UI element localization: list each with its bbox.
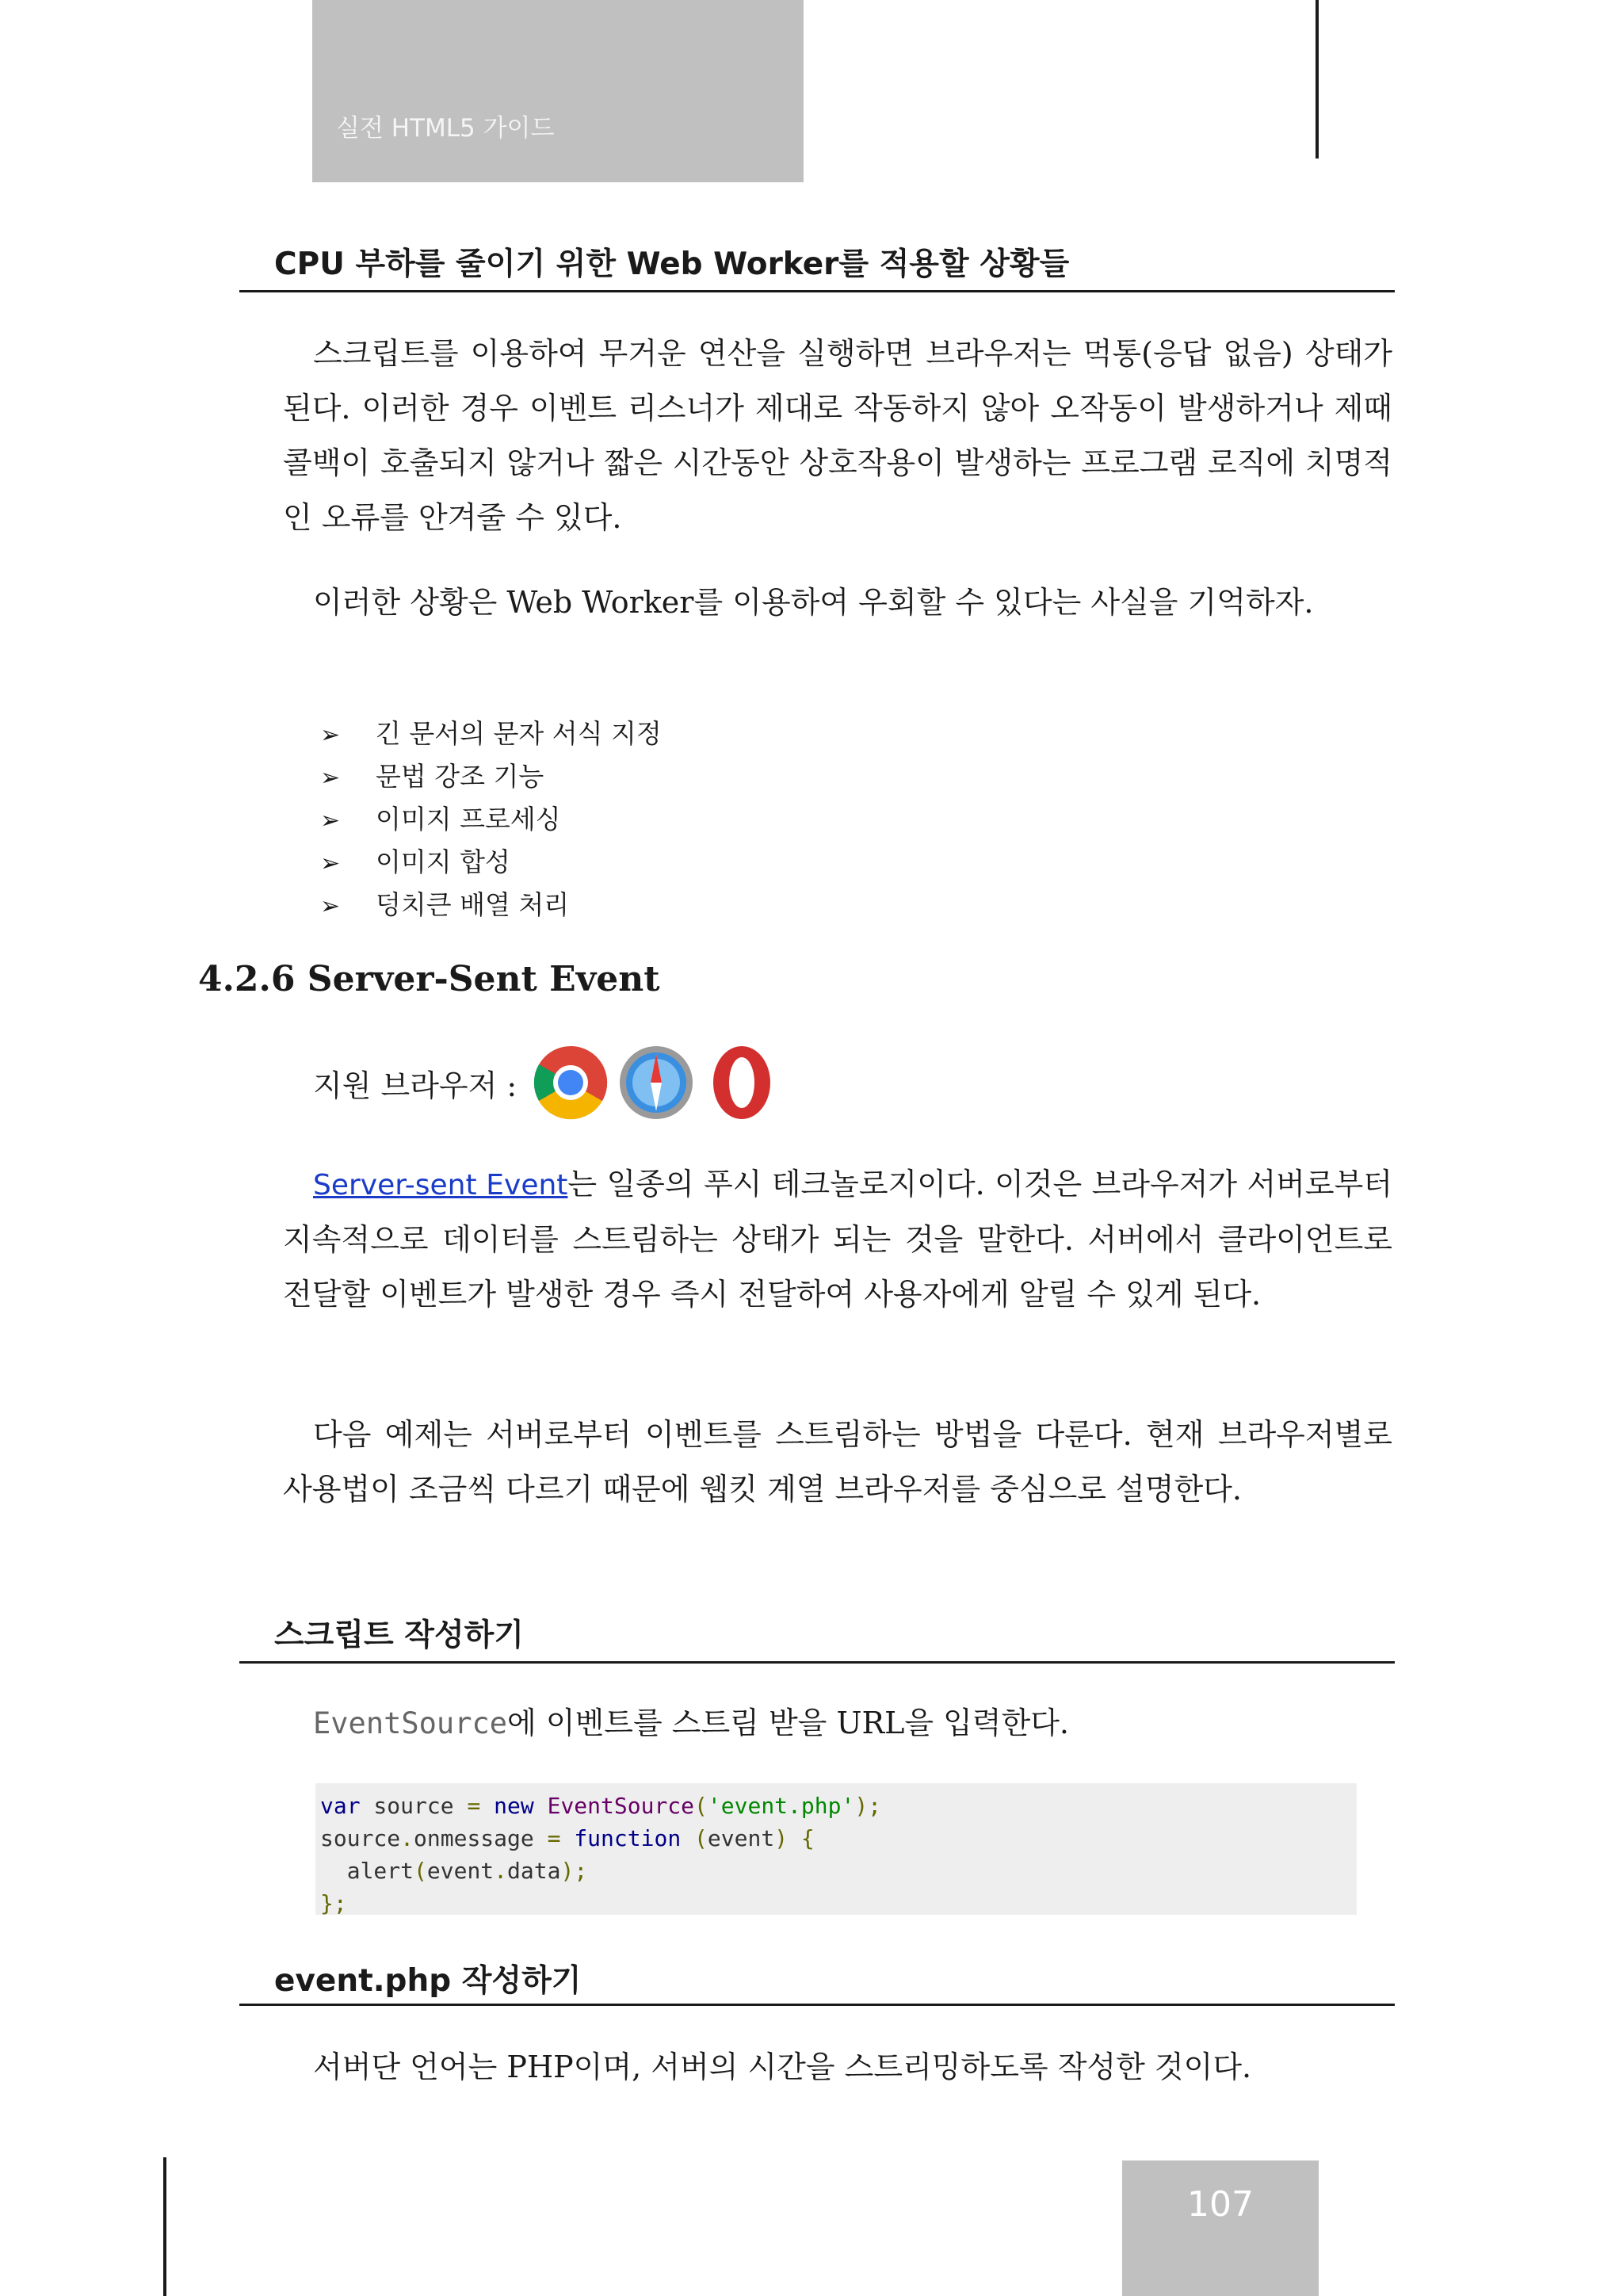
paragraph-web-worker-tip — [283, 575, 1392, 630]
page-number: 107 — [1187, 2184, 1254, 2225]
section-heading-event-php: event.php 작성하기 — [274, 1963, 582, 1999]
sse-link[interactable]: Server-sent Event — [313, 1169, 568, 1201]
supported-browsers — [313, 1043, 788, 1122]
arrow-bullet-icon: ➢ — [320, 892, 341, 920]
list-item: ➢ 덩치큰 배열 처리 — [320, 884, 662, 927]
code-listing: var source = new EventSource('event.php'); source.onmessage = function (event) { alert(event.data); }; — [320, 1793, 882, 1916]
page-number-tab — [1122, 2160, 1319, 2296]
paragraph-sse-intro — [283, 1157, 1392, 1322]
paragraph-web-worker-intro — [283, 327, 1392, 545]
list-item: ➢ 이미지 프로세싱 — [320, 799, 662, 842]
arrow-bullet-icon: ➢ — [320, 850, 341, 877]
section-rule — [239, 2004, 1395, 2006]
section-rule — [239, 290, 1395, 292]
paragraph-text: EventSource에 이벤트를 스트림 받을 URL을 입력한다. — [313, 1706, 1070, 1740]
list-item: ➢ 긴 문서의 문자 서식 지정 — [320, 713, 662, 756]
footer-vertical-rule — [163, 2157, 166, 2296]
paragraph-text: 이러한 상황은 Web Worker를 이용하여 우회할 수 있다는 사실을 기억하자. — [313, 585, 1314, 620]
chrome-icon — [531, 1043, 610, 1122]
paragraph-text: 서버단 언어는 PHP이며, 서버의 시간을 스트리밍하도록 작성한 것이다. — [313, 2050, 1252, 2084]
code-term: EventSource — [313, 1706, 508, 1740]
book-title: 실전 HTML5 가이드 — [336, 114, 555, 143]
paragraph-event-php — [283, 2040, 1392, 2095]
paragraph-eventsource — [283, 1696, 1392, 1751]
arrow-bullet-icon: ➢ — [320, 721, 341, 749]
list-item: ➢ 문법 강조 기능 — [320, 756, 662, 799]
code-block — [315, 1783, 1357, 1915]
paragraph-sse-example — [283, 1408, 1392, 1517]
paragraph-text: 다음 예제는 서버로부터 이벤트를 스트림하는 방법을 다룬다. 현재 브라우저별로 사용법이 조금씩 다르기 때문에 웹킷 계열 브라우저를 중심으로 설명한다. — [283, 1417, 1392, 1507]
arrow-bullet-icon: ➢ — [320, 807, 341, 835]
safari-icon — [617, 1043, 696, 1122]
paragraph-text: Server-sent Event는 일종의 푸시 테크놀로지이다. 이것은 브라우저가 서버로부터 지속적으로 데이터를 스트림하는 상태가 되는 것을 말한다. 서버에서 클라이언트로 전달할 이벤트가 발생한 경우 즉시 전달하여 사용자에게 알릴 수 있게 된다. — [283, 1167, 1392, 1312]
paragraph-text: 스크립트를 이용하여 무거운 연산을 실행하면 브라우저는 먹통(응답 없음) 상태가 된다. 이러한 경우 이벤트 리스너가 제대로 작동하지 않아 오작동이 발생하거나 제때 콜백이 호출되지 않거나 짧은 시간동안 상호작용이 발생하는 프로그램 로직에 치명적인 오류를 안겨줄 수 있다. — [283, 336, 1392, 535]
running-header-tab — [312, 0, 804, 182]
opera-icon — [702, 1043, 781, 1122]
section-rule — [239, 1661, 1395, 1664]
arrow-bullet-icon: ➢ — [320, 764, 341, 792]
header-vertical-rule — [1316, 0, 1319, 159]
subsection-heading-sse: 4.2.6 Server-Sent Event — [198, 959, 660, 999]
browsers-label: 지원 브라우저 : — [313, 1068, 517, 1103]
list-item: ➢ 이미지 합성 — [320, 842, 662, 884]
section-heading-script: 스크립트 작성하기 — [274, 1618, 524, 1653]
use-case-list — [320, 713, 662, 927]
section-heading-web-worker: CPU 부하를 줄이기 위한 Web Worker를 적용할 상황들 — [274, 246, 1070, 282]
